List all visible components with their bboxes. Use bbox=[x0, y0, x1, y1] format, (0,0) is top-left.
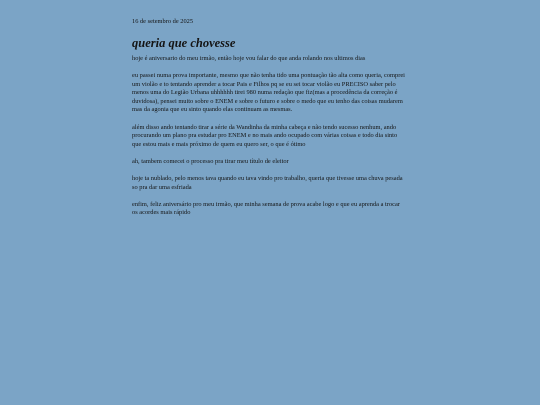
blog-post bbox=[132, 18, 407, 226]
paragraph-weather: hoje ta nublado, pelo menos tava quando eu tava vindo pro trabalho, queria que tivesse uma chuva pesada so pra dar uma esfriada bbox=[132, 174, 403, 191]
post-date: 16 de setembro de 2025 bbox=[132, 18, 194, 25]
post-body bbox=[132, 55, 407, 218]
post-title[interactable]: queria que chovesse bbox=[132, 36, 236, 50]
paragraph-closing: enfim, feliz aniversário pro meu irmão, que minha semana de prova acabe logo e que eu aprenda a trocar os acordes mais rápido bbox=[132, 200, 400, 217]
paragraph-birthday: hoje é aniversario do meu irmão, então hoje vou falar do que anda rolando nos ultimos dias bbox=[132, 55, 366, 62]
paragraph-exam: eu passei numa prova importante, mesmo que não tenha tido uma pontuação tão alta como queria, comprei um violão e to tentando aprender a tocar Pais e Filhos pq se eu sei tocar violão eu PRECISO saber pelo menos uma do Legião Urbana uhhhhhh tirei 980 numa redação que fiz(mas a procedência da correção é duvidosa), pensei muito sobre o ENEM e sobre o futuro e sobre o medo que eu tenho das coisas mudarem mas da agonia que eu sinto quando elas continuam as mesmas. bbox=[132, 72, 405, 114]
paragraph-series: além disso ando tentando tirar a série da Wandinha da minha cabeça e não tendo sucesso nenhum, ando procurando um plano pra estudar pro ENEM e no mais ando ocupado com várias coisas e todo dia sinto que estou mais e mais próximo de quem eu quero ser, o que é ótimo bbox=[132, 123, 398, 148]
paragraph-voter-id: ah, tambem comecei o processo pra tirar meu título de eleitor bbox=[132, 157, 289, 165]
